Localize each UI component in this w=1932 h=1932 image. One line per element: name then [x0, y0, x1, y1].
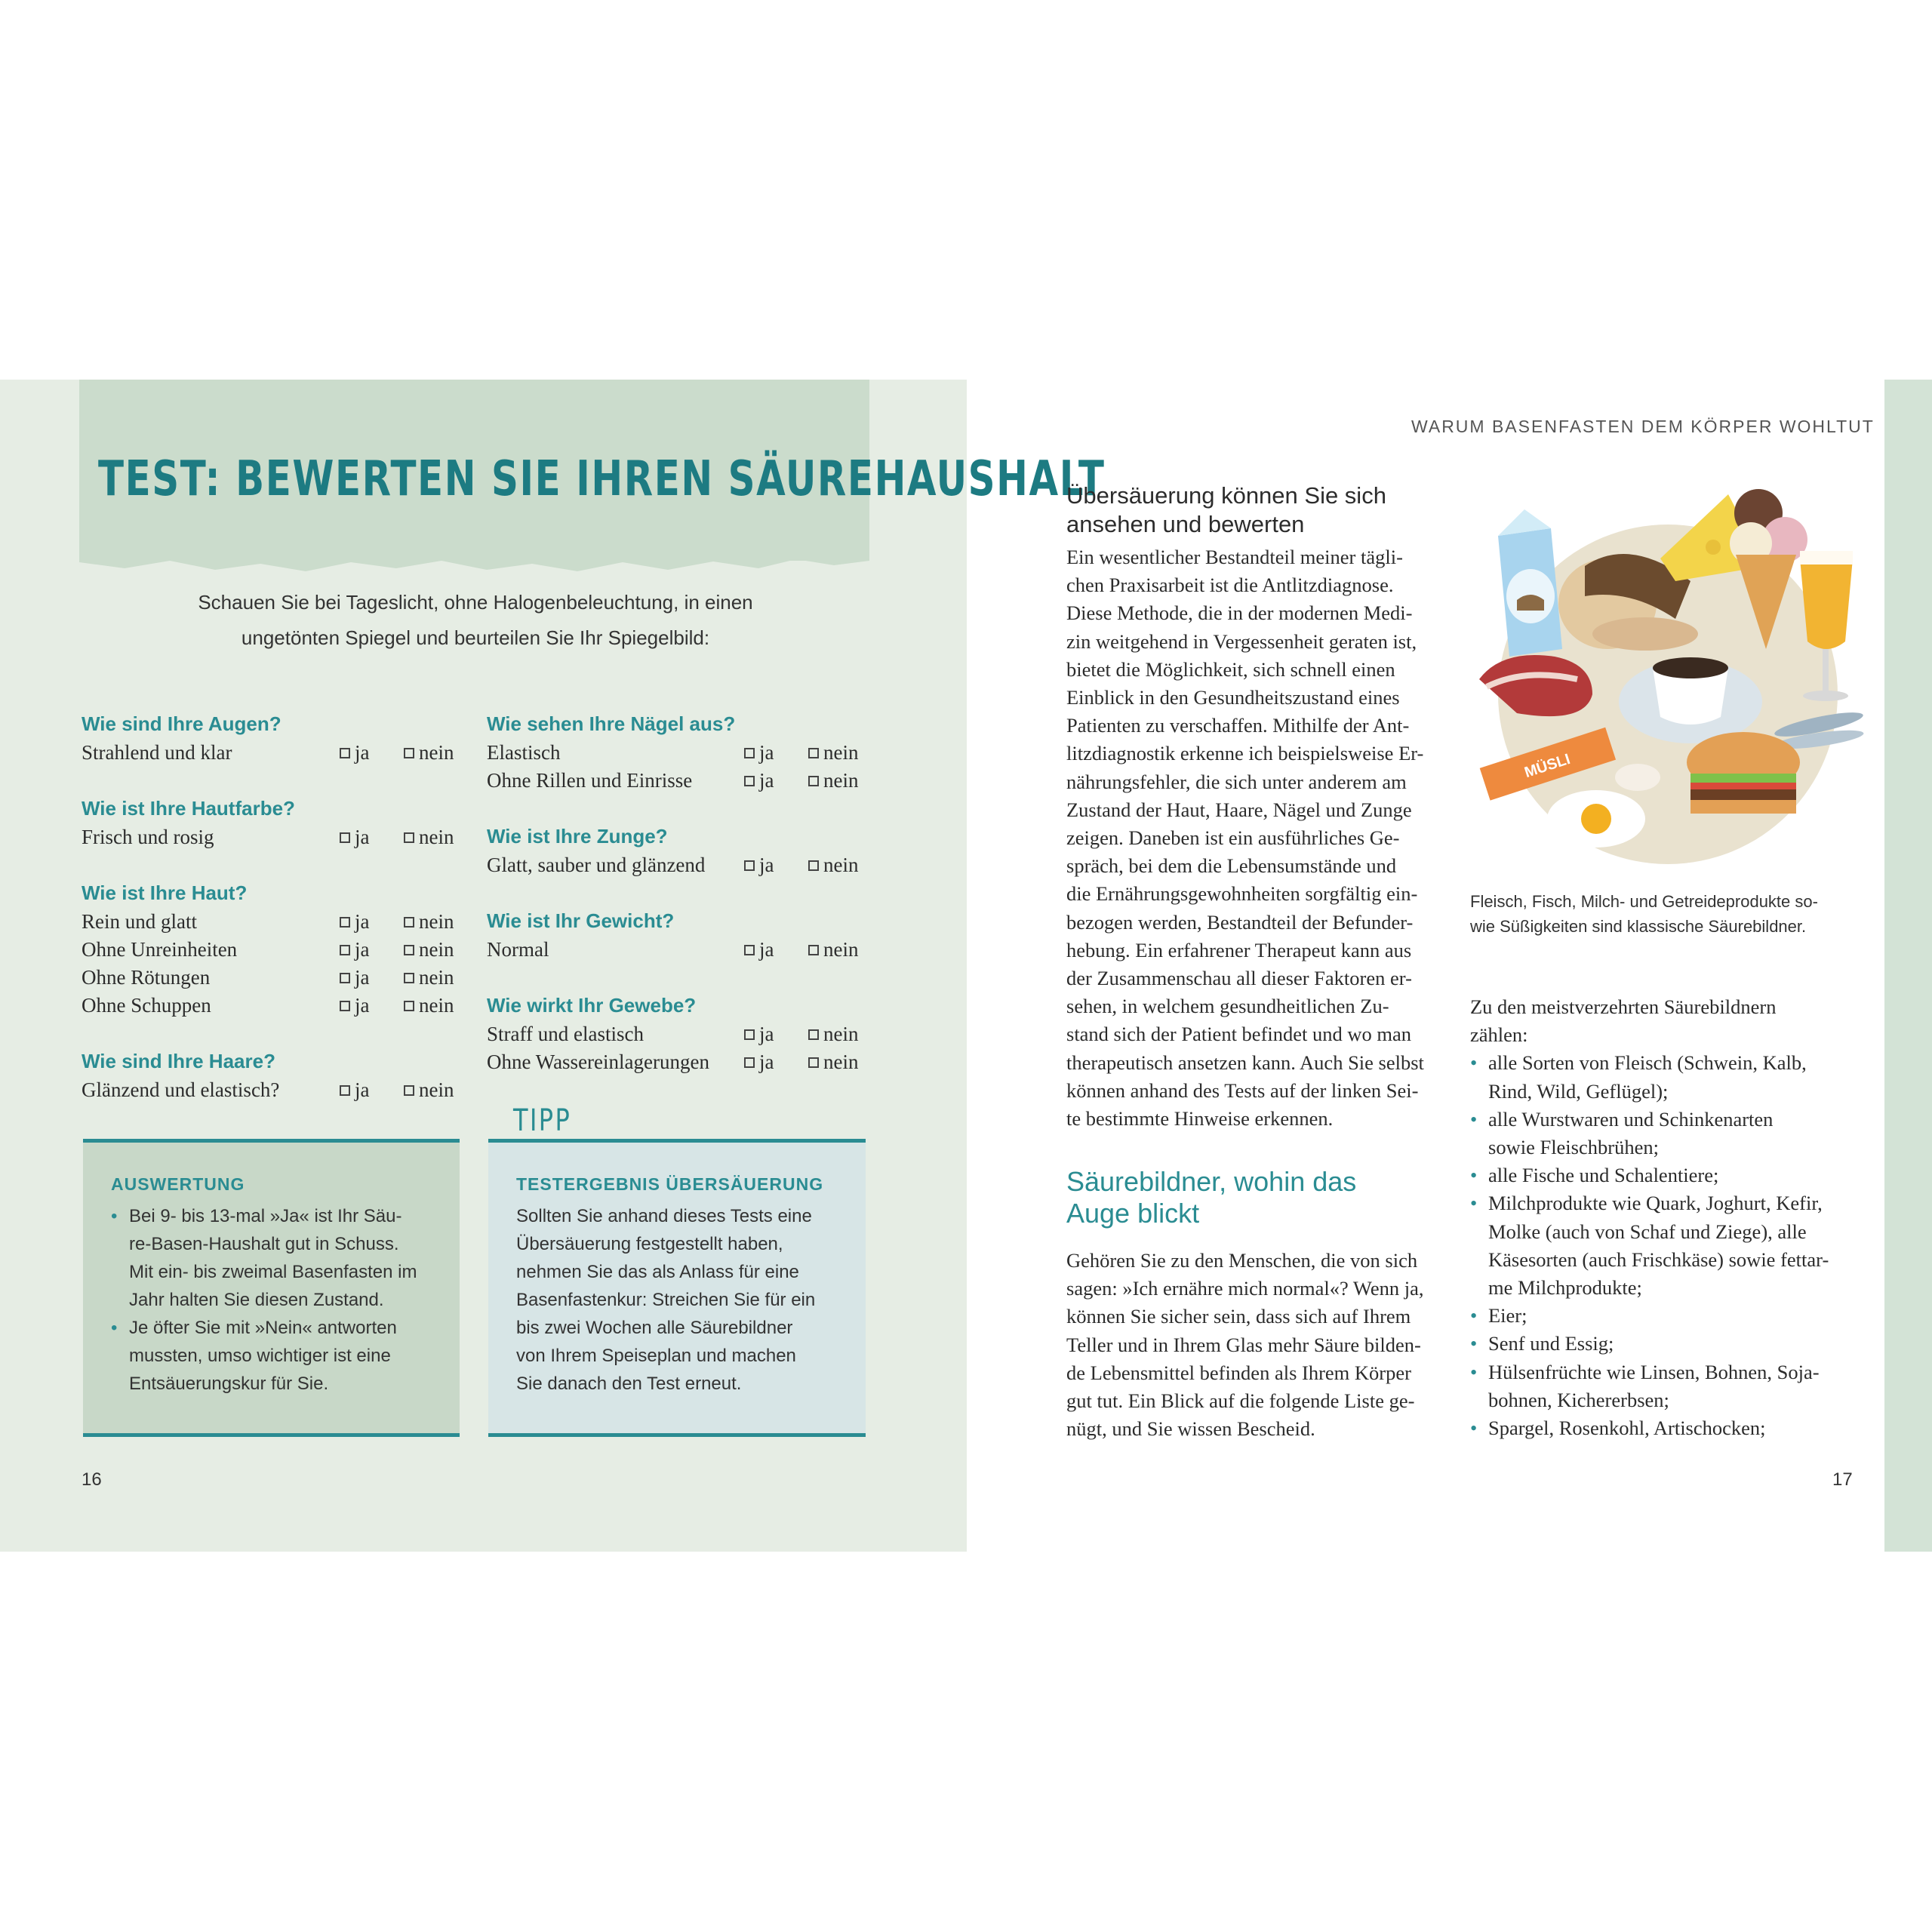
checkbox-ja[interactable]: ja	[340, 741, 370, 764]
checkbox-nein[interactable]: nein	[808, 741, 859, 764]
item-skin-color-1: Frisch und rosig	[82, 826, 214, 848]
box-bottom-rule	[488, 1433, 866, 1437]
food-illustration	[1464, 475, 1879, 868]
item-nails-2: Ohne Rillen und Einrisse	[487, 769, 693, 792]
question-weight: Wie ist Ihr Gewicht?	[487, 909, 675, 932]
checkbox-ja[interactable]: ja	[340, 1078, 370, 1102]
item-weight-1: Normal	[487, 938, 549, 961]
box-top-rule	[83, 1139, 460, 1143]
running-head: WARUM BASENFASTEN DEM KÖRPER WOHLTUT	[1411, 417, 1875, 436]
checkbox-nein[interactable]: nein	[808, 938, 859, 961]
acid-formers-list: Zu den meistverzehrten Säurebildnern zählen: • alle Sorten von Fleisch (Schwein, Kalb, Rind, Wild, Geflügel); • alle Wurstwaren und Schinkenarten sowie Fleischbrühen; • alle Fische und Schalentiere; • Milchprodukte wie Quark, Joghurt, Kefir, Molke (auch von Schaf und Ziege), alle Käsesorten (auch Frischkäse) sowie fettar- me Milchprodukte; • Eier; • Senf und Essig; • Hülsenfrüchte wie Linsen, Bohnen, Soja- bohnen, Kichererbsen; • Spargel, Rosenkohl, Artischocken;	[1470, 993, 1863, 1442]
list-item: • Spargel, Rosenkohl, Artischocken;	[1470, 1414, 1863, 1442]
question-skin-color: Wie ist Ihre Hautfarbe?	[82, 797, 295, 820]
box-top-rule	[488, 1139, 866, 1143]
muesli-label: MÜSLI	[1522, 750, 1573, 782]
checkbox-ja[interactable]: ja	[744, 938, 774, 961]
checkbox-ja[interactable]: ja	[340, 994, 370, 1017]
checkbox-ja[interactable]: ja	[744, 1051, 774, 1074]
checkbox-nein[interactable]: nein	[404, 938, 454, 961]
checkbox-ja[interactable]: ja	[744, 769, 774, 792]
question-tissue: Wie wirkt Ihr Gewebe?	[487, 994, 697, 1017]
checkbox-nein[interactable]: nein	[404, 994, 454, 1017]
question-hair: Wie sind Ihre Haare?	[82, 1050, 275, 1072]
question-tongue: Wie ist Ihre Zunge?	[487, 825, 668, 848]
checkbox-nein[interactable]: nein	[808, 1023, 859, 1046]
checkbox-ja[interactable]: ja	[340, 910, 370, 934]
list-item: • Milchprodukte wie Quark, Joghurt, Kefir, Molke (auch von Schaf und Ziege), alle Käsesorten (auch Frischkäse) sowie fettar- me Milchprodukte;	[1470, 1189, 1863, 1302]
item-skin-2: Ohne Unreinheiten	[82, 938, 238, 961]
checkbox-ja[interactable]: ja	[340, 966, 370, 989]
paragraph-2: Gehören Sie zu den Menschen, die von sich sagen: »Ich ernähre mich normal«? Wenn ja, können Sie sicher sein, dass sich auf Ihrem Teller und in Ihrem Glas mehr Säure bilden- de Lebensmittel befinden als Ihrem Körper gut tut. Ein Blick auf die folgende Liste ge- nügt, und Sie wissen Bescheid.	[1066, 1249, 1424, 1441]
item-skin-3: Ohne Rötungen	[82, 966, 211, 989]
checkbox-nein[interactable]: nein	[808, 769, 859, 792]
checkbox-ja[interactable]: ja	[340, 938, 370, 961]
page-title: TEST: BEWERTEN SIE IHREN SÄUREHAUSHALT	[98, 451, 1106, 507]
item-tongue-1: Glatt, sauber und glänzend	[487, 854, 706, 876]
paragraph-1: Ein wesentlicher Bestandteil meiner tägli- chen Praxisarbeit ist die Antlitzdiagnose. Diese Methode, die in der modernen Medi- zin weitgehend in Vergessenheit geraten ist, bietet die Möglichkeit, sich schnell einen Einblick in den Gesundheitszustand eines Patienten zu verschaffen. Mithilfe der Ant- litzdiagnostik erkenne ich beispielsweise Er- nährungsfehler, die sich unter anderem am Zustand der Haut, Haare, Nägel und Zunge zeigen. Daneben ist ein ausführliches Ge- spräch, bei dem die Lebensumstände und die Ernährungsgewohnheiten sorgfältig ein- bezogen werden, Bestandteil der Befunder- hebung. Ein erfahrener Therapeut kann aus der Zusammenschau all dieser Faktoren er- sehen, in welchem gesundheitlichen Zu- stand sich der Patient befindet und wo man therapeutisch ansetzen kann. Auch Sie selbst können anhand des Tests auf der linken Sei- te bestimmte Hinweise erkennen.	[1066, 546, 1424, 1131]
list-item: • alle Wurstwaren und Schinkenarten sowie Fleischbrühen;	[1470, 1106, 1863, 1161]
tipp-box	[488, 1139, 866, 1437]
subheading-2: Säurebildner, wohin das Auge blickt	[1066, 1166, 1357, 1229]
item-tissue-2: Ohne Wassereinlagerungen	[487, 1051, 709, 1073]
question-nails: Wie sehen Ihre Nägel aus?	[487, 712, 736, 735]
checkbox-nein[interactable]: nein	[404, 741, 454, 764]
item-hair-1: Glänzend und elastisch?	[82, 1078, 280, 1101]
list-item: • Eier;	[1470, 1302, 1863, 1330]
list-item: • Hülsenfrüchte wie Linsen, Bohnen, Soja- bohnen, Kichererbsen;	[1470, 1358, 1863, 1414]
right-edge-strip	[1884, 380, 1932, 1552]
tipp-text: Sollten Sie anhand dieses Tests eine Übersäuerung festgestellt haben, nehmen Sie das als Anlass für eine Basenfastenkur: Streichen Sie für ein bis zwei Wochen alle Säurebildner von Ihrem Speiseplan und machen Sie danach den Test erneut.	[516, 1206, 816, 1394]
item-skin-1: Rein und glatt	[82, 910, 197, 933]
checkbox-ja[interactable]: ja	[340, 826, 370, 849]
box-bottom-rule	[83, 1433, 460, 1437]
intro-line-2: ungetönten Spiegel und beurteilen Sie Ihr Spiegelbild:	[241, 626, 710, 649]
checkbox-ja[interactable]: ja	[744, 854, 774, 877]
page-number-left: 16	[82, 1469, 102, 1490]
item-nails-1: Elastisch	[487, 741, 561, 764]
checkbox-nein[interactable]: nein	[404, 966, 454, 989]
subheading-1: Übersäuerung können Sie sich ansehen und bewerten	[1066, 482, 1386, 537]
item-eyes-1: Strahlend und klar	[82, 741, 232, 764]
tipp-label: TIPP	[513, 1103, 572, 1138]
checkbox-nein[interactable]: nein	[404, 910, 454, 934]
item-tissue-1: Straff und elastisch	[487, 1023, 644, 1045]
checkbox-ja[interactable]: ja	[744, 1023, 774, 1046]
list-item: • alle Sorten von Fleisch (Schwein, Kalb, Rind, Wild, Geflügel);	[1470, 1049, 1863, 1105]
tipp-heading: TESTERGEBNIS ÜBERSÄUERUNG	[516, 1174, 824, 1194]
checkbox-ja[interactable]: ja	[744, 741, 774, 764]
image-caption: Fleisch, Fisch, Milch- und Getreideprodukte so- wie Süßigkeiten sind klassische Säurebildner.	[1470, 892, 1818, 936]
page-number-right: 17	[1832, 1469, 1853, 1490]
auswertung-heading: AUSWERTUNG	[111, 1174, 245, 1194]
intro-line-1: Schauen Sie bei Tageslicht, ohne Halogenbeleuchtung, in einen	[198, 591, 753, 614]
list-item: • Senf und Essig;	[1470, 1330, 1863, 1358]
list-item: • alle Fische und Schalentiere;	[1470, 1161, 1863, 1189]
question-eyes: Wie sind Ihre Augen?	[82, 712, 281, 735]
item-skin-4: Ohne Schuppen	[82, 994, 211, 1017]
checkbox-nein[interactable]: nein	[404, 1078, 454, 1102]
checkbox-nein[interactable]: nein	[808, 854, 859, 877]
auswertung-text: • Bei 9- bis 13-mal »Ja« ist Ihr Säu- re-Basen-Haushalt gut in Schuss. Mit ein- bis zweimal Basenfasten im Jahr halten Sie diesen Zustand. • Je öfter Sie mit »Nein« antworten mussten, umso wichtiger ist eine Entsäuerungskur für Sie.	[111, 1206, 417, 1394]
checkbox-nein[interactable]: nein	[808, 1051, 859, 1074]
checkbox-nein[interactable]: nein	[404, 826, 454, 849]
auswertung-box	[83, 1139, 460, 1437]
question-skin: Wie ist Ihre Haut?	[82, 881, 248, 904]
